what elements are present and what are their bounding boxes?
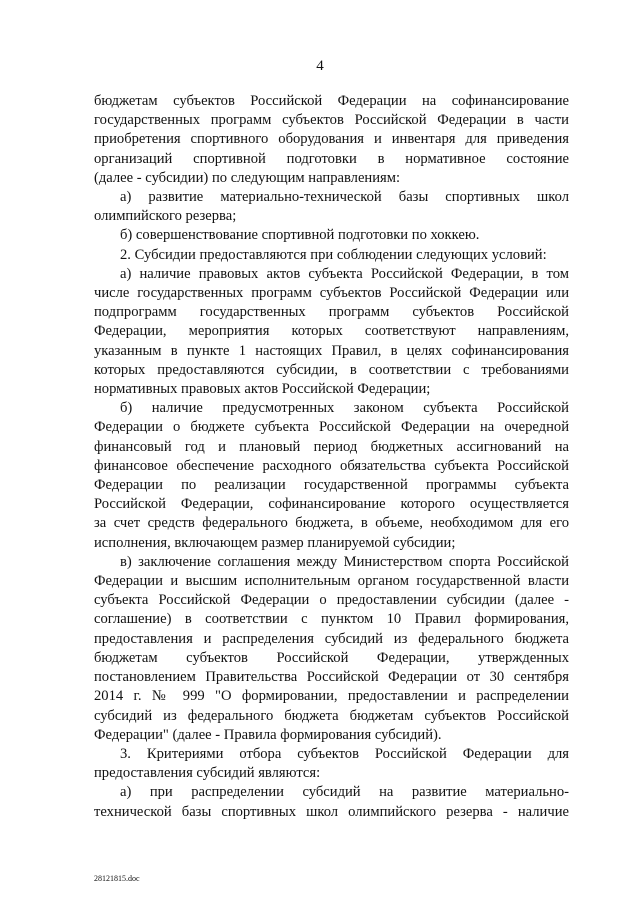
paragraph — [94, 399, 569, 553]
text-line: а) развитие материально-технической базы спортивных школ — [120, 189, 569, 206]
text-line: б) совершенствование спортивной подготовки по хоккею. — [120, 227, 480, 244]
text-line: субъекта Российской Федерации о предоставлении субсидии (далее - — [94, 592, 569, 609]
page-number: 4 — [316, 58, 324, 74]
text-line: б) наличие предусмотренных законом субъекта Российской — [120, 400, 569, 417]
text-line: олимпийского резерва; — [94, 208, 237, 225]
text-line: в) заключение соглашения между Министерством спорта Российской — [120, 553, 569, 570]
text-line: указанным в пункте 1 настоящих Правил, в целях софинансирования — [94, 342, 569, 359]
text-line: бюджетам субъектов Российской Федерации, утвержденных — [94, 649, 569, 666]
text-line: Российской Федерации, софинансирование которого осуществляется — [94, 496, 569, 513]
text-line: Федерации и высшим исполнительным органом государственной власти — [94, 573, 569, 590]
text-line: а) при распределении субсидий на развитие материально- — [120, 784, 569, 801]
paragraph — [94, 745, 569, 783]
text-line: 2014 г. № 999 "О формировании, предоставлении и распределении — [94, 688, 569, 705]
text-line: Федерации о бюджете субъекта Российской Федерации на очередной — [94, 419, 569, 436]
text-line: постановлением Правительства Российской Федерации от 30 сентября — [94, 669, 569, 686]
text-line: а) наличие правовых актов субъекта Российской Федерации, в том — [120, 265, 569, 282]
text-line: бюджетам субъектов Российской Федерации на софинансирование — [94, 93, 569, 109]
text-line: Федерации, мероприятия которых соответствуют направлениям, — [94, 323, 569, 340]
paragraph — [94, 246, 569, 265]
text-line: которых предоставляются субсидии, в соответствии с требованиями — [94, 361, 569, 378]
document-body — [94, 92, 569, 822]
text-line: финансовый год и плановый период бюджетных ассигнований на — [94, 438, 569, 455]
text-line: субсидий из федерального бюджета бюджетам субъектов Российской — [94, 707, 569, 724]
text-line: финансовое обеспечение расходного обязательства субъекта Российской — [94, 457, 569, 474]
text-line: нормативных правовых актов Российской Федерации; — [94, 381, 431, 398]
text-line: приобретения спортивного оборудования и инвентаря для приведения — [94, 131, 569, 148]
text-line: государственных программ субъектов Российской Федерации в части — [94, 112, 569, 129]
text-line: Федерации" (далее - Правила формирования субсидий). — [94, 726, 442, 743]
text-line: (далее - субсидии) по следующим направлениям: — [94, 169, 401, 186]
paragraph — [94, 188, 569, 226]
text-line: подпрограмм государственных программ субъектов Российской — [94, 304, 569, 321]
text-line: соглашение) в соответствии с пунктом 10 Правил формирования, — [94, 611, 569, 628]
text-line: числе государственных программ субъектов Российской Федерации или — [94, 285, 569, 302]
paragraph — [94, 226, 569, 245]
text-line: исполнения, включающем размер планируемой субсидии; — [94, 534, 456, 551]
footer-filename: 28121815.doc — [94, 874, 140, 883]
text-line: 3. Критериями отбора субъектов Российской Федерации для — [120, 745, 569, 762]
paragraph — [94, 783, 569, 821]
text-line: 2. Субсидии предоставляются при соблюдении следующих условий: — [120, 246, 547, 263]
paragraph — [94, 265, 569, 399]
text-line: технической базы спортивных школ олимпийского резерва - наличие — [94, 803, 569, 820]
text-line: предоставления субсидий являются: — [94, 765, 321, 782]
paragraph — [94, 92, 569, 188]
text-line: Федерации по реализации государственной программы субъекта — [94, 477, 569, 494]
text-line: за счет средств федерального бюджета, в объеме, необходимом для его — [94, 515, 569, 532]
text-line: организаций спортивной подготовки в нормативное состояние — [94, 150, 569, 167]
paragraph — [94, 553, 569, 745]
text-line: предоставления и распределения субсидий из федерального бюджета — [94, 630, 569, 647]
